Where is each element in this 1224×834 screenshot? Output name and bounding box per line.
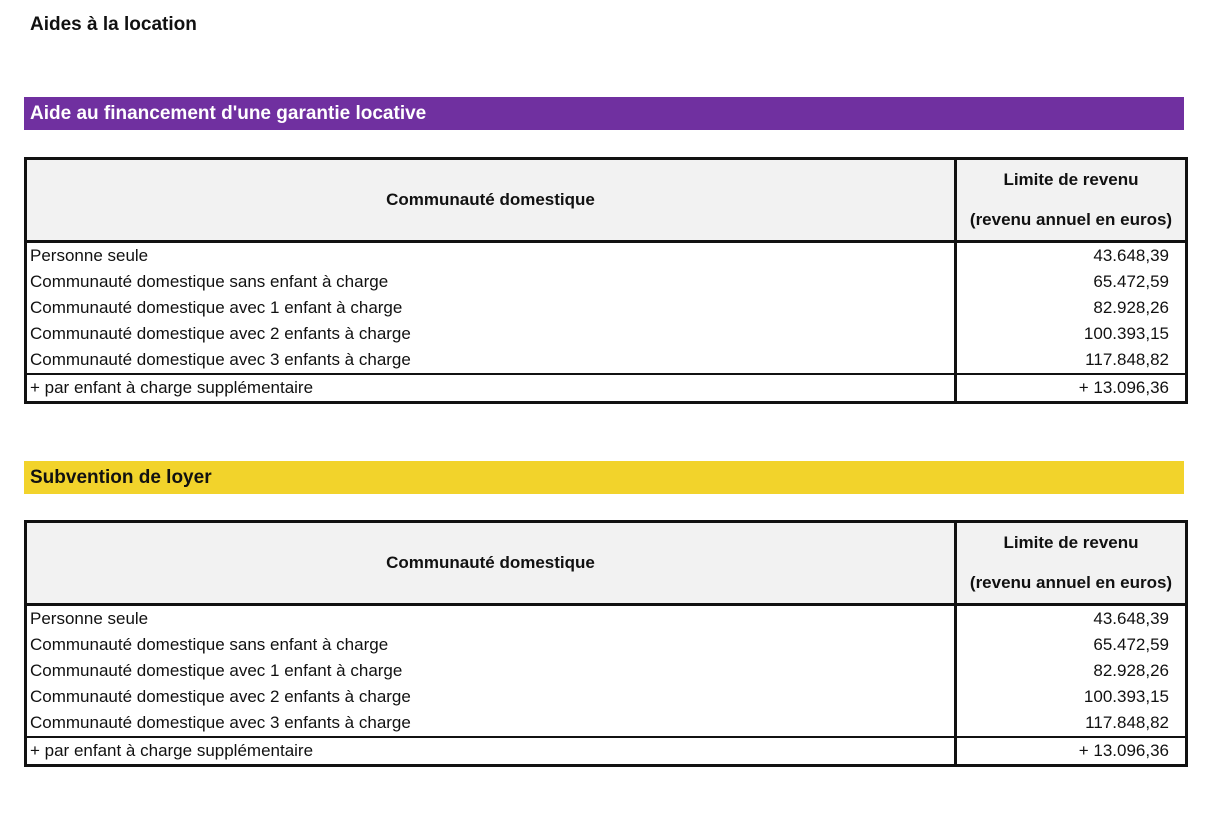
table-row [26, 632, 1187, 658]
section-header-subvention-loyer: Subvention de loyer [24, 461, 1184, 494]
row-value: 82.928,26 [956, 658, 1187, 684]
row-label: Communauté domestique avec 3 enfants à charge [30, 713, 411, 732]
table-row [26, 684, 1187, 710]
table-row [26, 605, 1187, 633]
income-limit-table-garantie [24, 157, 1188, 404]
column-header-household: Communauté domestique [26, 522, 956, 605]
table-row [26, 658, 1187, 684]
table-row [26, 269, 1187, 295]
column-header-household: Communauté domestique [26, 159, 956, 242]
table-row [26, 242, 1187, 270]
row-value: 65.472,59 [956, 632, 1187, 658]
table-row-extra-child [26, 737, 1187, 766]
row-label: Communauté domestique avec 2 enfants à charge [30, 324, 411, 343]
column-header-income-limit [956, 159, 1187, 242]
table-row [26, 295, 1187, 321]
row-value: 82.928,26 [956, 295, 1187, 321]
header-line-income-limit: Limite de revenu [1003, 533, 1139, 552]
row-label: Communauté domestique avec 1 enfant à charge [30, 298, 403, 317]
header-line-annual-income: (revenu annuel en euros) [969, 210, 1173, 229]
row-label: Communauté domestique sans enfant à charge [30, 635, 389, 654]
row-label: + par enfant à charge supplémentaire [26, 737, 956, 766]
header-line-annual-income: (revenu annuel en euros) [969, 573, 1173, 592]
row-value: + 13.096,36 [956, 737, 1187, 766]
column-header-income-limit [956, 522, 1187, 605]
table-row [26, 321, 1187, 347]
row-value: 65.472,59 [956, 269, 1187, 295]
table-row [26, 710, 1187, 737]
table-row-extra-child [26, 374, 1187, 403]
row-value: 100.393,15 [956, 684, 1187, 710]
row-label: Personne seule [30, 246, 149, 265]
row-value: 100.393,15 [956, 321, 1187, 347]
row-value: 43.648,39 [956, 605, 1187, 633]
income-limit-table-subvention [24, 520, 1188, 767]
header-line-income-limit: Limite de revenu [1003, 170, 1139, 189]
row-label: Communauté domestique avec 1 enfant à charge [30, 661, 403, 680]
page-title: Aides à la location [30, 14, 197, 35]
section-header-garantie-locative: Aide au financement d'une garantie locative [24, 97, 1184, 130]
table-row [26, 347, 1187, 374]
row-value: 117.848,82 [956, 347, 1187, 374]
row-value: + 13.096,36 [956, 374, 1187, 403]
row-label: Communauté domestique avec 3 enfants à charge [30, 350, 411, 369]
row-label: Communauté domestique sans enfant à charge [30, 272, 389, 291]
row-label: Personne seule [30, 609, 149, 628]
row-value: 43.648,39 [956, 242, 1187, 270]
row-value: 117.848,82 [956, 710, 1187, 737]
row-label: + par enfant à charge supplémentaire [26, 374, 956, 403]
row-label: Communauté domestique avec 2 enfants à charge [30, 687, 411, 706]
